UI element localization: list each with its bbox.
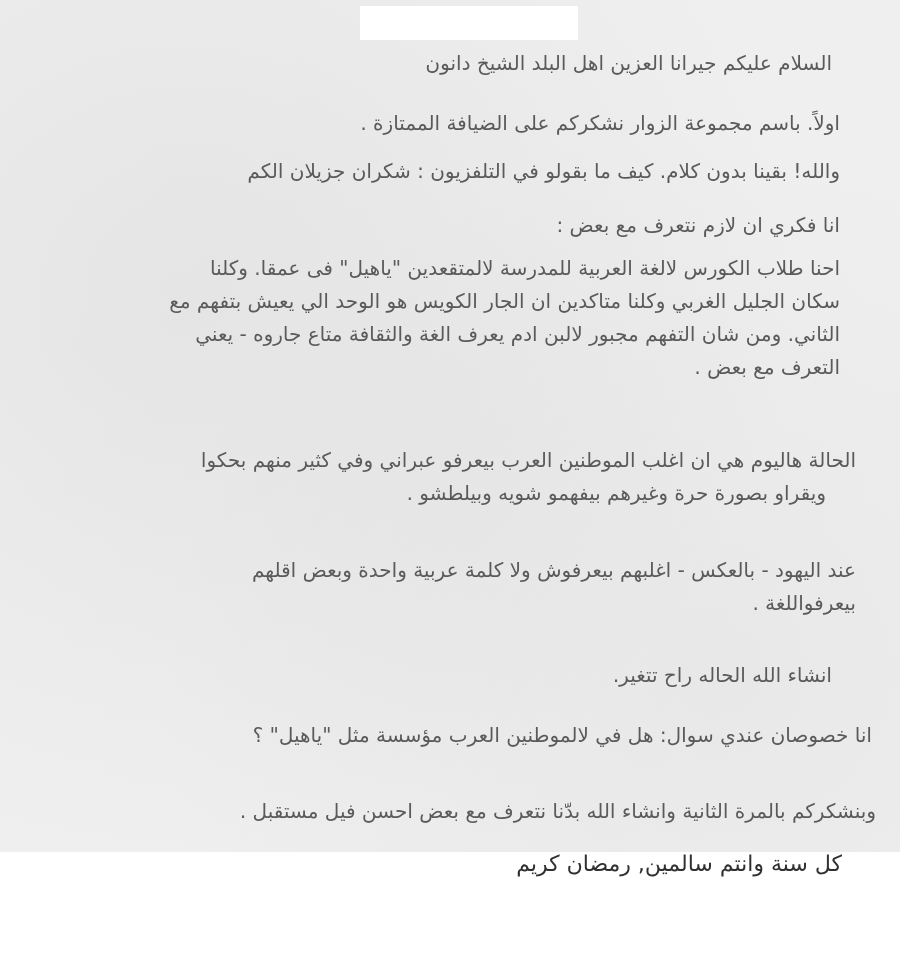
intro-line: انا فكري ان لازم نتعرف مع بعض : [556, 213, 840, 237]
paragraph-line: عند اليهود - بالعكس - اغلبهم بيعرفوش ولا كلمة عربية واحدة وبعض اقلهم [251, 558, 856, 582]
paragraph-line: احنا طلاب الكورس لالغة العربية للمدرسة لالمتقعدين "ياهيل" فى عمقا. وكلنا [209, 256, 840, 280]
tv-quote-line: والله! بقينا بدون كلام. كيف ما بقولو في التلفزيون : شكران جزيلان الكم [247, 159, 840, 183]
paragraph-line: سكان الجليل الغربي وكلنا متاكدين ان الجار الكويس هو الوحد الي يعيش بتفهم مع [169, 289, 840, 313]
paragraph-line: ويقراو بصورة حرة وغيرهم بيفهمو شويه وبيلطشو . [406, 481, 826, 505]
paragraph-line: بيعرفواللغة . [752, 591, 856, 615]
paragraph-line: الثاني. ومن شان التفهم مجبور لالبن ادم يعرف الغة والثقافة متاع جاروه - يعني [195, 322, 840, 346]
paragraph-arabs [201, 444, 856, 510]
hope-line: انشاء الله الحاله راح تتغير. [612, 663, 832, 687]
closing-thanks-line: وبنشكركم بالمرة الثانية وانشاء الله بدّنا نتعرف مع بعض احسن فيل مستقبل . [239, 799, 876, 823]
question-line: انا خصوصان عندي سوال: هل في لالموطنين العرب مؤسسة مثل "ياهيل" ؟ [252, 723, 872, 747]
paragraph-line: التعرف مع بعض . [694, 355, 840, 379]
greeting-line: السلام عليكم جيرانا العزين اهل البلد الشيخ دانون [425, 51, 832, 75]
paragraph-line: الحالة هاليوم هي ان اغلب الموطنين العرب بيعرفو عبراني وفي كثير منهم بحكوا [200, 448, 856, 472]
redacted-header-block [360, 6, 578, 40]
paragraph-jews [252, 554, 856, 620]
holiday-greeting: كل سنة وانتم سالمين, رمضان كريم [516, 852, 842, 877]
paragraph-students [169, 252, 840, 384]
thanks-line: اولاً. باسم مجموعة الزوار نشكركم على الضيافة الممتازة . [360, 111, 840, 135]
